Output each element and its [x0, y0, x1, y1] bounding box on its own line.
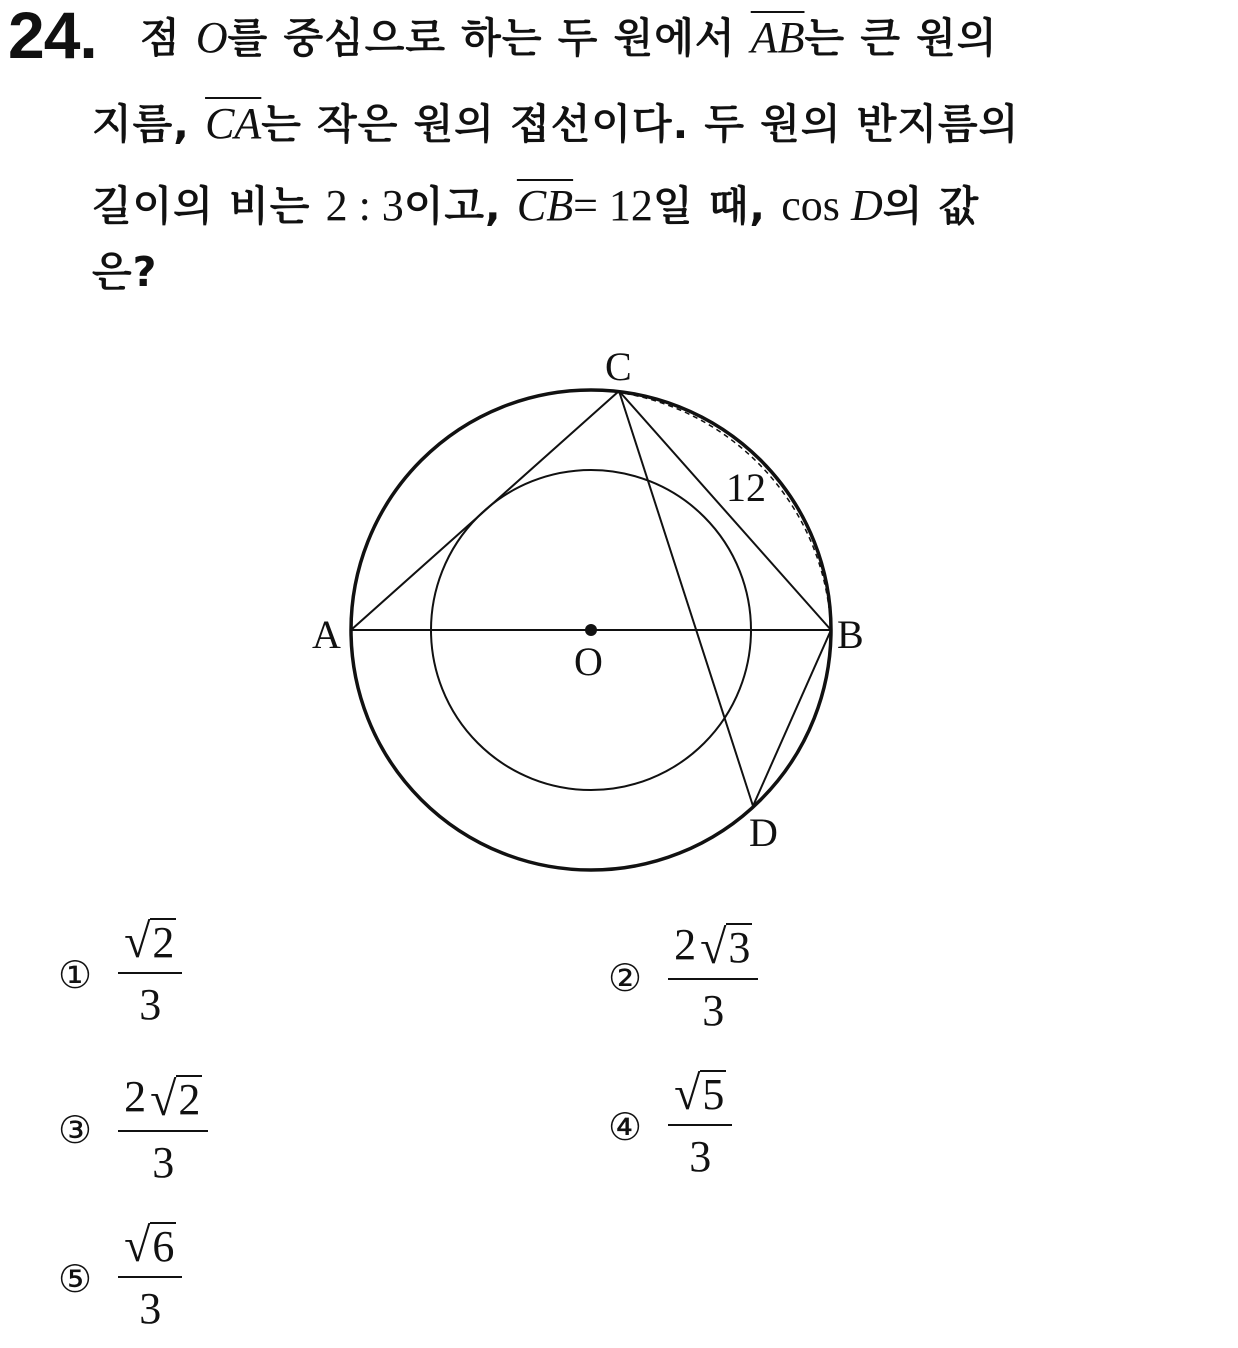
numerator — [118, 1219, 182, 1276]
math-expression: 2 : 3 — [325, 181, 404, 230]
stem-text: 은? — [92, 248, 158, 296]
segment-cd — [619, 391, 753, 806]
label-a: A — [312, 612, 341, 657]
center-point-o — [585, 624, 597, 636]
choice-marker: ⑤ — [58, 1256, 93, 1301]
choice-5[interactable] — [58, 1219, 182, 1336]
stem-text: 점 — [140, 14, 196, 62]
choice-marker: ① — [58, 952, 93, 997]
radicand: 2 — [178, 1075, 201, 1125]
label-d: D — [749, 810, 778, 855]
sqrt-symbol: √ — [700, 920, 727, 974]
label-cb-length: 12 — [726, 465, 766, 510]
choice-4[interactable] — [608, 1067, 732, 1184]
numerator — [118, 1070, 208, 1130]
stem-text: 일 때, — [652, 182, 782, 230]
coefficient: 2 — [124, 1072, 147, 1121]
denominator: 3 — [152, 1137, 175, 1187]
stem-text: 는 큰 원의 — [804, 14, 998, 62]
denominator: 3 — [689, 1132, 712, 1182]
numerator — [668, 1067, 732, 1124]
choice-marker: ③ — [58, 1107, 93, 1152]
math-segment: $\overline{CB}$ — [516, 181, 574, 230]
math-expression: O — [195, 13, 228, 62]
denominator: 3 — [139, 1284, 162, 1334]
choice-marker: ② — [608, 955, 643, 1000]
question-number: 24. — [8, 0, 97, 72]
sqrt-symbol: √ — [674, 1067, 701, 1121]
fraction — [668, 918, 758, 1037]
choice-marker: ④ — [608, 1104, 643, 1149]
math-expression: = 12 — [573, 181, 653, 230]
sqrt-symbol: √ — [124, 1219, 151, 1273]
fraction — [118, 915, 182, 1032]
fraction — [668, 1067, 732, 1184]
stem-text: 는 작은 원의 접선이다. 두 원의 반지름의 — [261, 100, 1020, 148]
fraction — [118, 1219, 182, 1336]
label-c: C — [605, 344, 632, 389]
stem-text: 이고, — [403, 182, 517, 230]
radicand: 6 — [152, 1222, 175, 1271]
math-expression: cos — [781, 181, 851, 230]
numerator — [118, 915, 182, 972]
sqrt-symbol: √ — [150, 1072, 177, 1126]
math-segment: $\overline{CA}$ — [205, 99, 262, 148]
denominator: 3 — [139, 980, 162, 1030]
choice-1[interactable] — [58, 915, 182, 1032]
choice-3[interactable] — [58, 1070, 208, 1189]
sqrt-symbol: √ — [124, 915, 151, 969]
stem-text: 길이의 비는 — [92, 182, 326, 230]
fraction — [118, 1070, 208, 1189]
stem-text: 를 중심으로 하는 두 원에서 — [227, 14, 751, 62]
coefficient: 2 — [674, 920, 697, 969]
denominator: 3 — [702, 985, 725, 1035]
label-b: B — [837, 612, 864, 657]
label-o: O — [574, 639, 603, 684]
stem-text: 지름, — [92, 100, 206, 148]
segment-bd — [753, 630, 831, 806]
segment-ca — [351, 391, 619, 630]
radicand: 5 — [702, 1070, 725, 1119]
numerator — [668, 918, 758, 978]
choice-2[interactable] — [608, 918, 758, 1037]
math-segment: $\overline{AB}$ — [750, 13, 805, 62]
math-expression: D — [850, 181, 883, 230]
radicand: 2 — [152, 918, 175, 967]
radicand: 3 — [728, 923, 751, 973]
stem-text: 의 값 — [882, 182, 980, 230]
